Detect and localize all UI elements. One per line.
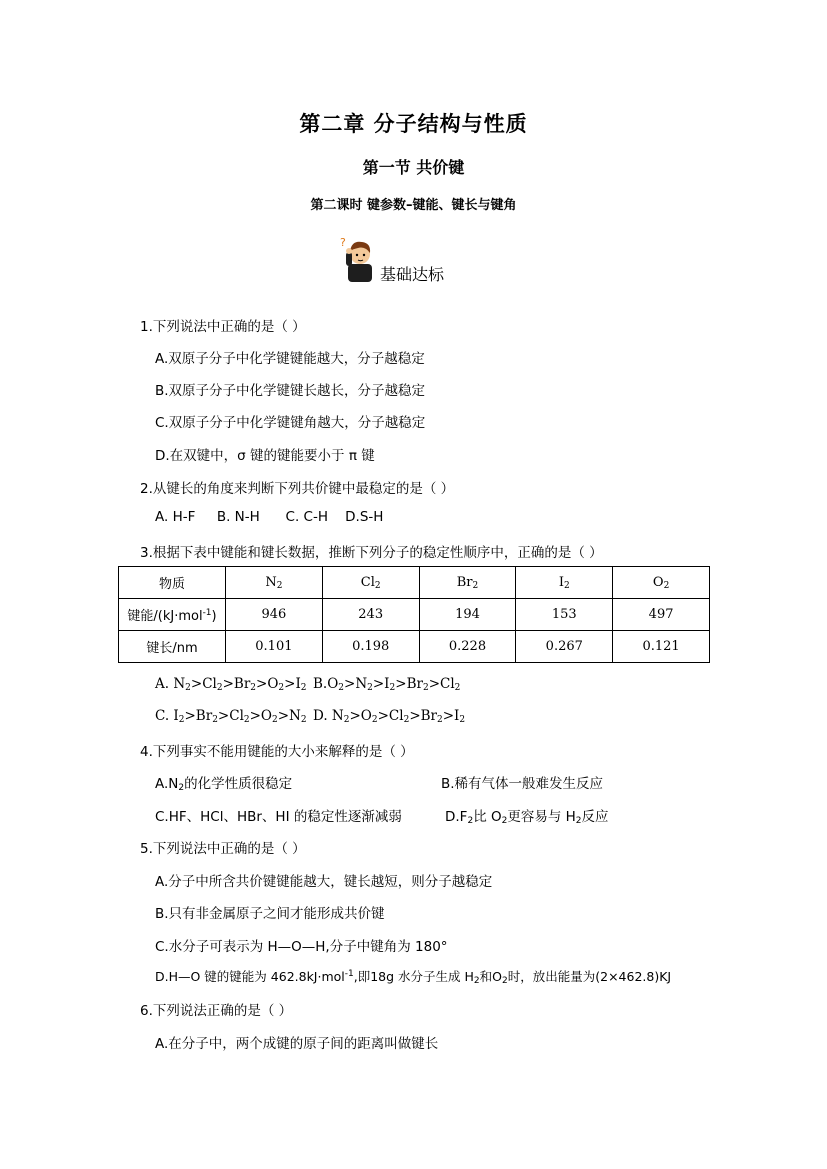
question-2-stem: 2.从键长的角度来判断下列共价键中最稳定的是（ ） bbox=[140, 481, 455, 497]
table-cell: 497 bbox=[613, 599, 710, 631]
banner-label: 基础达标 bbox=[380, 265, 445, 284]
table-row-label: 键能/(kJ·mol$^{-1}$) bbox=[119, 599, 226, 631]
question-3-option-d: D. $N_2>O_2>Cl_2>Br_2>I_2$ bbox=[313, 708, 466, 725]
section-title: 第一节 共价键 bbox=[362, 158, 465, 177]
question-5-stem: 5.下列说法中正确的是（ ） bbox=[140, 841, 306, 857]
lesson-title: 第二课时 键参数–键能、键长与键角 bbox=[310, 198, 517, 213]
table-header-cell: $I_2$ bbox=[516, 567, 613, 599]
question-2-options: A. H-F B. N-H C. C-H D.S-H bbox=[155, 509, 384, 525]
table-row-label: 键长/nm bbox=[119, 631, 226, 663]
question-3-stem: 3.根据下表中键能和键长数据，推断下列分子的稳定性顺序中，正确的是（ ） bbox=[140, 545, 603, 561]
thinking-boy-icon bbox=[338, 234, 382, 284]
table-cell: 0.101 bbox=[226, 631, 323, 663]
table-header-cell: $Cl_2$ bbox=[322, 567, 419, 599]
table-header-cell: 物质 bbox=[119, 567, 226, 599]
bond-data-table bbox=[118, 566, 710, 663]
question-1-option-c: C.双原子分子中化学键键角越大，分子越稳定 bbox=[155, 415, 426, 431]
table-cell: 0.198 bbox=[322, 631, 419, 663]
question-3-option-c: C. $I_2>Br_2>Cl_2>O_2>N_2$ bbox=[155, 708, 307, 725]
table-header-row bbox=[119, 567, 710, 599]
question-4-option-c: C.HF、HCl、HBr、HI 的稳定性逐渐减弱 bbox=[155, 809, 402, 825]
chapter-title: 第二章 分子结构与性质 bbox=[299, 112, 528, 136]
question-1-option-d: D.在双键中，σ 键的键能要小于 π 键 bbox=[155, 448, 375, 464]
table-cell: 0.228 bbox=[419, 631, 516, 663]
table-header-cell: $N_2$ bbox=[226, 567, 323, 599]
table-cell: 243 bbox=[322, 599, 419, 631]
question-1-option-a: A.双原子分子中化学键键能越大，分子越稳定 bbox=[155, 351, 425, 367]
question-5-option-c: C.水分子可表示为 H—O—H,分子中键角为 180° bbox=[155, 939, 448, 955]
table-row bbox=[119, 599, 710, 631]
question-5-option-b: B.只有非金属原子之间才能形成共价键 bbox=[155, 906, 385, 922]
table-cell: 153 bbox=[516, 599, 613, 631]
question-6-stem: 6.下列说法正确的是（ ） bbox=[140, 1003, 293, 1019]
question-4-option-d: $D.F_2$比 $O_2$更容易与 $H_2$反应 bbox=[445, 809, 609, 826]
question-4-option-a: $A.N_2$的化学性质很稳定 bbox=[155, 776, 293, 793]
table-cell: 0.121 bbox=[613, 631, 710, 663]
question-3-option-b: $B.O_2>N_2>I_2>Br_2>Cl_2$ bbox=[313, 676, 461, 693]
question-3-option-a: A. $N_2>Cl_2>Br_2>O_2>I_2$ bbox=[155, 676, 307, 693]
table-header-cell: $O_2$ bbox=[613, 567, 710, 599]
basic-practice-banner bbox=[338, 234, 478, 284]
question-4-option-b: B.稀有气体一般难发生反应 bbox=[441, 776, 604, 792]
question-6-option-a: A.在分子中，两个成键的原子间的距离叫做键长 bbox=[155, 1036, 439, 1052]
question-4-stem: 4.下列事实不能用键能的大小来解释的是（ ） bbox=[140, 744, 414, 760]
question-1-stem: 1.下列说法中正确的是（ ） bbox=[140, 319, 306, 335]
table-header-cell: $Br_2$ bbox=[419, 567, 516, 599]
table-cell: 946 bbox=[226, 599, 323, 631]
question-5-option-d: D.H—O 键的键能为 462.8kJ·mol$^{-1}$,即18g 水分子生成 $H_2$和$O_2$时，放出能量为(2×462.8)KJ bbox=[155, 969, 672, 986]
question-1-option-b: B.双原子分子中化学键键长越长，分子越稳定 bbox=[155, 383, 426, 399]
question-5-option-a: A.分子中所含共价键键能越大，键长越短，则分子越稳定 bbox=[155, 874, 493, 890]
table-row bbox=[119, 631, 710, 663]
svg-text:?: ? bbox=[340, 236, 346, 249]
table-cell: 194 bbox=[419, 599, 516, 631]
table-cell: 0.267 bbox=[516, 631, 613, 663]
